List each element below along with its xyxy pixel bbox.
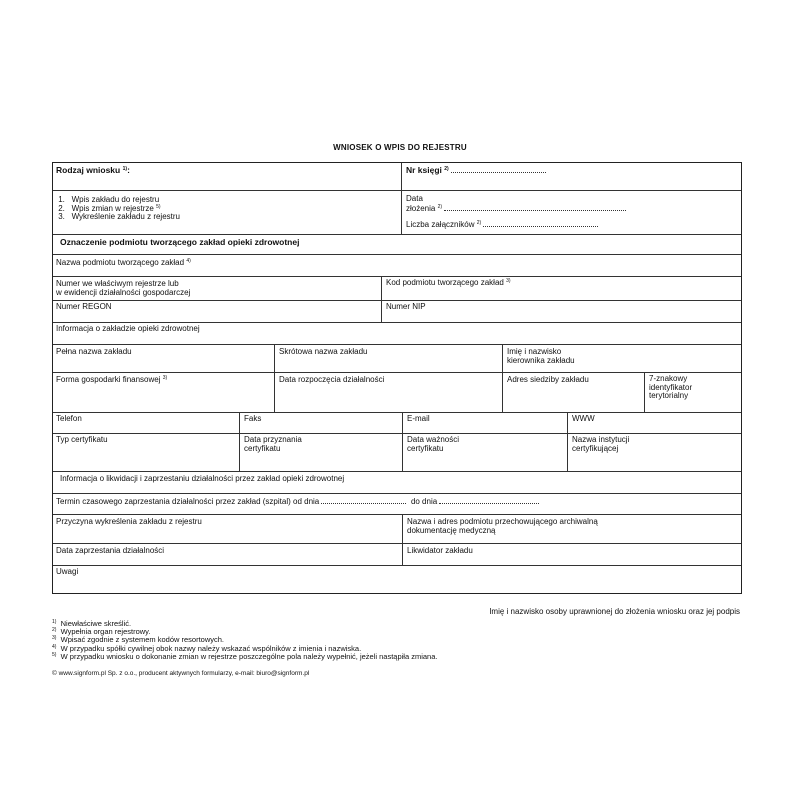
kierownik-field[interactable]: Imię i nazwisko kierownika zakładu [507,347,575,365]
adres-siedziby-field[interactable]: Adres siedziby zakładu [507,375,589,384]
row-divider [53,514,741,515]
data-rozpoczecia-field[interactable]: Data rozpoczęcia działalności [279,375,385,384]
termin-do-line[interactable] [439,497,539,504]
footnotes [52,620,438,661]
col-divider [567,412,568,471]
likwidator-field[interactable]: Likwidator zakładu [407,546,473,555]
col-divider [502,344,503,412]
przyczyna-field[interactable]: Przyczyna wykreślenia zakładu z rejestru [56,517,202,526]
informacja-zakladzie-label: Informacja o zakładzie opieki zdrowotnej [56,324,200,333]
footnote: $^{4)}$ W przypadku spółki cywilnej obok nazwy należy wskazać wspólników z imienia i nazwiska. [52,643,362,653]
col-divider [274,344,275,412]
col-divider [239,412,240,471]
option-2[interactable]: 2. Wpis zmian w rejestrze $^{5)}$ [58,203,161,213]
col-divider [644,372,645,412]
nr-ksiegi-line[interactable] [451,166,546,173]
row-divider [53,344,741,345]
footnote: $^{3)}$ Wpisać zgodnie z systemem kodów resortowych. [52,635,225,645]
nazwa-instytucji-field[interactable]: Nazwa instytucji certyfikującej [572,435,630,453]
rodzaj-wniosku-label: Rodzaj wniosku $^{1)}$: [56,165,130,175]
www-field[interactable]: WWW [572,414,595,423]
telefon-field[interactable]: Telefon [56,414,82,423]
likwidacja-header: Informacja o likwidacji i zaprzestaniu działalności przez zakład opieki zdrowotnej [60,474,345,483]
termin-od-line[interactable] [321,497,406,504]
skrotowa-nazwa-field[interactable]: Skrótowa nazwa zakładu [279,347,368,356]
oznaczenie-header: Oznaczenie podmiotu tworzącego zakład opieki zdrowotnej [60,237,300,247]
footnote: $^{2)}$ Wypełnia organ rejestrowy. [52,627,151,637]
kod-podmiotu-field[interactable]: Kod podmiotu tworzącego zakład $^{3)}$ [386,278,511,287]
uwagi-field[interactable]: Uwagi [56,567,79,576]
regon-field[interactable]: Numer REGON [56,302,112,311]
application-form [52,162,742,594]
row-divider [53,543,741,544]
col-divider [381,276,382,322]
nip-field[interactable]: Numer NIP [386,302,426,311]
row-divider [53,372,741,373]
email-field[interactable]: E-mail [407,414,430,423]
nr-ksiegi-field[interactable]: Nr księgi $^{2)}$ [403,164,733,177]
row-divider [53,234,741,235]
data-zlozenia-field[interactable]: Data złożenia $^{2)}$ [403,193,733,215]
faks-field[interactable]: Faks [244,414,262,423]
forma-gospodarki-field[interactable]: Forma gospodarki finansowej $^{3)}$ [56,375,168,384]
col-divider [401,163,402,235]
row-divider [53,254,741,255]
col-divider [402,412,403,471]
data-zlozenia-line[interactable] [444,204,626,211]
form-title: WNIOSEK O WPIS DO REJESTRU [333,143,467,152]
typ-certyfikatu-field[interactable]: Typ certyfikatu [56,435,108,444]
row-divider [53,471,741,472]
nazwa-podmiotu-field[interactable]: Nazwa podmiotu tworzącego zakład $^{4)}$ [56,258,191,267]
pelna-nazwa-field[interactable]: Pełna nazwa zakładu [56,347,132,356]
col-divider [402,514,403,566]
row-divider [53,493,741,494]
signature-label: Imię i nazwisko osoby uprawnionej do złożenia wniosku oraz jej podpis [489,607,740,616]
data-zaprzestania-field[interactable]: Data zaprzestania działalności [56,546,165,555]
footer-copyright: © www.signform.pl Sp. z o.o., producent aktywnych formularzy, e-mail: biuro@signform.pl [52,670,310,677]
identyfikator-field[interactable]: 7-znakowy identyfikator terytorialny [649,374,693,400]
liczba-zalacznikow-field[interactable]: Liczba załączników $^{2)}$ [403,218,733,232]
request-type-options [53,194,393,224]
row-divider [53,190,741,191]
footnote: $^{1)}$ Niewłaściwe skreślić. [52,619,132,628]
data-przyznania-field[interactable]: Data przyznania certyfikatu [244,435,302,453]
liczba-zalacznikow-line[interactable] [483,220,598,227]
archiwum-field[interactable]: Nazwa i adres podmiotu przechowującego archiwalną dokumentację medyczną [407,517,598,535]
footnote: $^{5)}$ W przypadku wniosku o dokonanie zmian w rejestrze poszczególne pola należy wypełnić, jeżeli nastąpiła zmiana. [52,651,438,661]
option-1[interactable]: 1. Wpis zakładu do rejestru [58,195,160,204]
data-waznosci-field[interactable]: Data ważności certyfikatu [407,435,460,453]
termin-field[interactable]: Termin czasowego zaprzestania działalności przez zakład (szpital) od dnia do dnia [53,495,739,509]
numer-rejestr-field[interactable]: Numer we właściwym rejestrze lub w ewidencji działalności gospodarczej [56,279,191,297]
option-3[interactable]: 3. Wykreślenie zakładu z rejestru [58,212,180,221]
